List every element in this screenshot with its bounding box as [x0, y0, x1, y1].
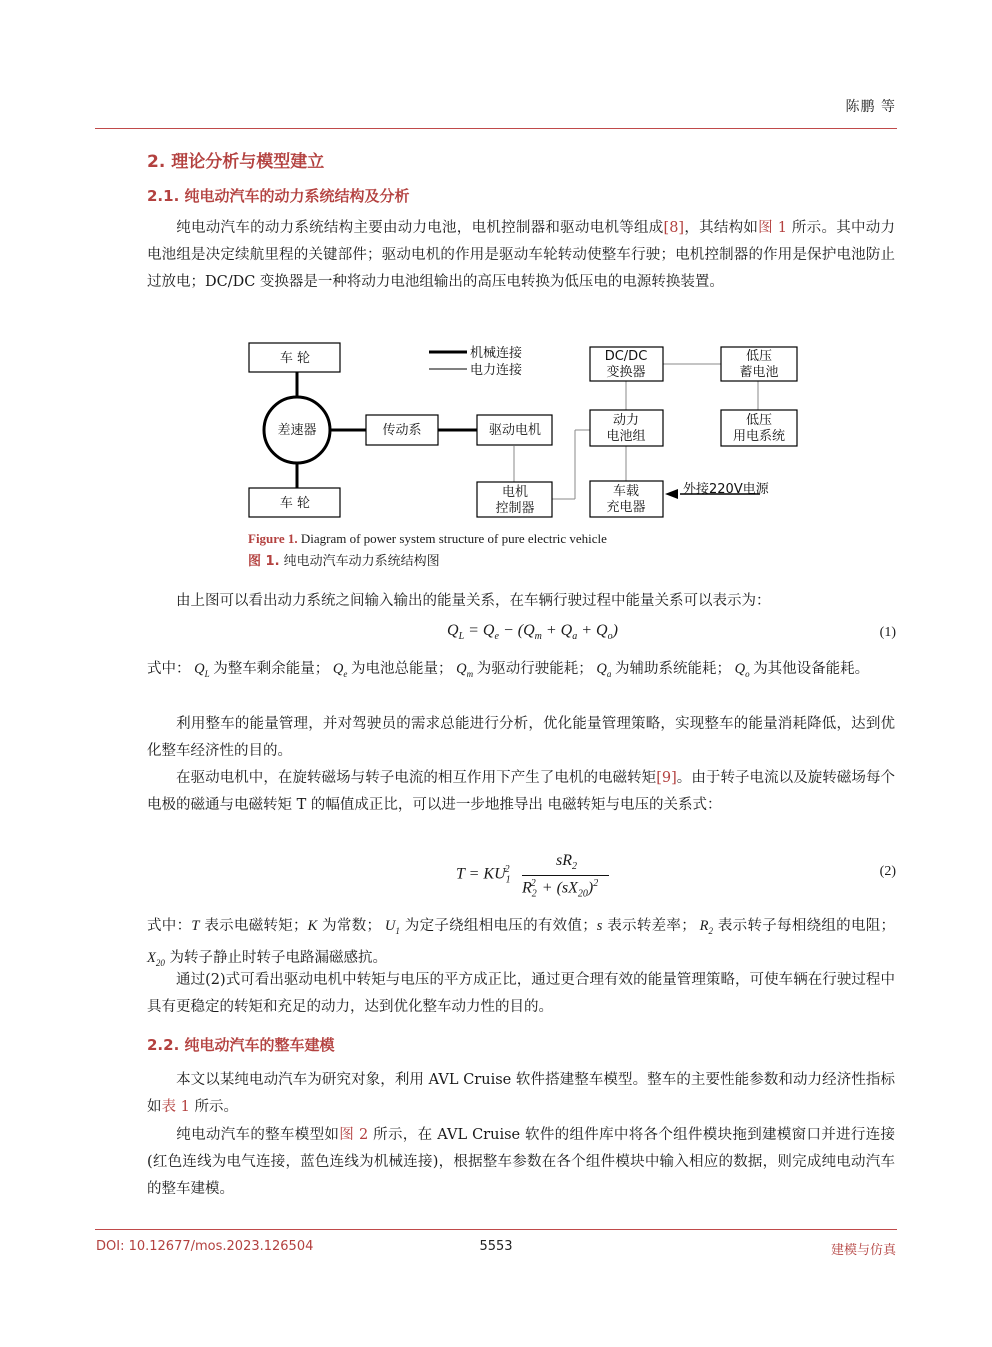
p6-g: 为转子静止时转子电路漏磁感抗。 — [164, 949, 387, 966]
power-battery-label-1: 动力 — [612, 413, 640, 428]
figure-2-link[interactable]: 图 2 — [339, 1127, 369, 1143]
figure-1-caption-zh-text: 纯电动汽车动力系统结构图 — [279, 554, 440, 569]
p4-text: 利用整车的能量管理，并对驾驶员的需求总能进行分析，优化能量管理策略，实现整车的能量消耗降低，达到优化整车经济性的目的。 — [147, 716, 895, 759]
p6-b: 表示电磁转矩； — [199, 918, 308, 934]
lv-battery-label-2: 蓄电池 — [739, 365, 779, 380]
footer-doi[interactable]: DOI: 10.12677/mos.2023.126504 — [96, 1239, 314, 1254]
p3-c: 为电池总能量； — [350, 661, 453, 677]
figure-1-label-en: Figure 1. — [248, 531, 298, 546]
lv-battery-label-1: 低压 — [745, 349, 773, 364]
section-title: 2. 理论分析与模型建立 — [147, 152, 325, 172]
p9-text-a: 纯电动汽车的整车模型如 — [176, 1127, 340, 1143]
table-1-link[interactable]: 表 1 — [161, 1099, 190, 1115]
figure-1-caption-zh — [248, 550, 440, 569]
p8-text-b: 所示。 — [189, 1099, 238, 1115]
p2-text: 由上图可以看出动力系统之间输入输出的能量关系，在车辆行驶过程中能量关系可以表示为： — [176, 593, 771, 609]
footer-journal: 建模与仿真 — [830, 1243, 896, 1258]
paragraph-3: 式中： $Q_L$ 为整车剩余能量； $Q_e$ 为电池总能量； $Q_m$ 为驱动行驶能耗； $Q_a$ 为辅助系统能耗； $Q_o$ 为其他设备能耗。 — [147, 661, 870, 679]
p5-text-a: 在驱动电机中，在旋转磁场与转子电流的相互作用下产生了电机的电磁转矩 — [176, 770, 657, 786]
figure-1-caption-en — [248, 531, 607, 547]
equation-1-number: (1) — [879, 625, 896, 640]
figure-1-label-zh: 图 1. — [248, 554, 280, 569]
equation-2-number: (2) — [879, 864, 896, 879]
footer-rule — [95, 1229, 897, 1230]
charger-label-2: 充电器 — [606, 500, 646, 515]
paragraph-6: 式中：T 表示电磁转矩；K 为常数； $U_1$ 为定子绕组相电压的有效值；s 表示转差率； $R_2$ 表示转子每相绕组的电阻； $X_{20}$ 为转子静止时转子电路漏磁感抗。 — [147, 918, 896, 968]
paragraph-4 — [147, 711, 895, 765]
p3-b: 为整车剩余能量； — [213, 661, 330, 677]
dcdc-label-2: 变换器 — [606, 365, 646, 380]
wheel-top-label: 车 轮 — [279, 351, 311, 366]
wheel-bottom-label: 车 轮 — [279, 496, 311, 511]
differential-label: 差速器 — [277, 423, 317, 438]
external-power-label: 外接220V电源 — [683, 482, 769, 497]
drive-motor-label: 驱动电机 — [488, 423, 542, 438]
p6-e: 表示转差率； — [602, 918, 696, 934]
lv-system-label-2: 用电系统 — [732, 429, 786, 444]
legend-electrical: 电力连接 — [470, 363, 523, 378]
figure-1-link[interactable]: 图 1 — [758, 220, 788, 236]
lv-system-label-1: 低压 — [745, 413, 773, 428]
p7-text: 通过(2)式可看出驱动电机中转矩与电压的平方成正比，通过更合理有效的能量管理策略，可使车辆在行驶过程中具有更稳定的转矩和充足的动力，达到优化整车动力性的目的。 — [147, 972, 895, 1015]
dcdc-label-1: DC/DC — [604, 349, 648, 364]
p3-e: 为辅助系统能耗； — [614, 661, 731, 677]
p6-a: 式中： — [147, 918, 192, 934]
footer-page-number: 5553 — [479, 1239, 513, 1254]
p1-text-c: 所示。其中动力电池组是决定续航里程的关键部件；驱动电机的作用是驱动车轮转动使整车行驶；电机控制器的作用是保护电池防止过放电；DC/DC 变换器是一种将动力电池组输出的高压电转换为低压电的电源转换装置。 — [147, 220, 896, 290]
controller-label-2: 控制器 — [495, 501, 535, 516]
equation-1: $Q_L = Q_e - (Q_m + Q_a + Q_o)$ — [447, 622, 618, 643]
legend-mechanical: 机械连接 — [470, 346, 523, 361]
header-rule — [95, 128, 897, 129]
p3-f: 为其他设备能耗。 — [753, 661, 870, 677]
p5-text-b: 。由于转子电流以及旋转磁场每个电极的磁通与电磁转矩 T 的幅值成正比，可以进一步地推导出 电磁转矩与电压的关系式： — [147, 770, 896, 813]
subsection-title-1: 2.1. 纯电动汽车的动力系统结构及分析 — [147, 187, 410, 205]
paragraph-5 — [147, 765, 895, 819]
paragraph-2 — [147, 588, 895, 615]
p9-text-b: 所示，在 AVL Cruise 软件的组件库中将各个组件模块拖到建模窗口并进行连接(红色连线为电气连接，蓝色连线为机械连接)，根据整车参数在各个组件模块中输入相应的数据，则完成纯电动汽车的整车建模。 — [147, 1127, 896, 1197]
p6-d: 为定子绕组相电压的有效值； — [399, 918, 597, 934]
figure-1-caption-en-text: Diagram of power system structure of pure electric vehicle — [297, 531, 607, 546]
subsection-title-2: 2.2. 纯电动汽车的整车建模 — [147, 1036, 335, 1054]
paragraph-8 — [147, 1067, 895, 1121]
p3-a: 式中： — [147, 661, 191, 677]
paragraph-9 — [147, 1122, 895, 1203]
p6-c: 为常数； — [317, 918, 381, 934]
charger-label-1: 车载 — [612, 484, 640, 499]
figure-1-diagram — [240, 338, 810, 524]
p1-text-a: 纯电动汽车的动力系统结构主要由动力电池，电机控制器和驱动电机等组成 — [176, 220, 664, 236]
citation-8[interactable]: [8] — [663, 220, 685, 236]
p6-f: 表示转子每相绕组的电阻； — [713, 918, 896, 934]
paragraph-1 — [147, 215, 895, 296]
transmission-label: 传动系 — [382, 423, 422, 438]
header-authors: 陈鹏 等 — [845, 99, 896, 115]
paragraph-7 — [147, 967, 895, 1021]
p8-text-a: 本文以某纯电动汽车为研究对象，利用 AVL Cruise 软件搭建整车模型。整车的主要性能参数和动力经济性指标如 — [147, 1072, 895, 1115]
p3-d: 为驱动行驶能耗； — [476, 661, 593, 677]
power-battery-label-2: 电池组 — [606, 429, 646, 444]
controller-label-1: 电机 — [501, 485, 529, 500]
p1-text-b: ，其结构如 — [684, 220, 759, 236]
citation-9[interactable]: [9] — [656, 770, 677, 786]
